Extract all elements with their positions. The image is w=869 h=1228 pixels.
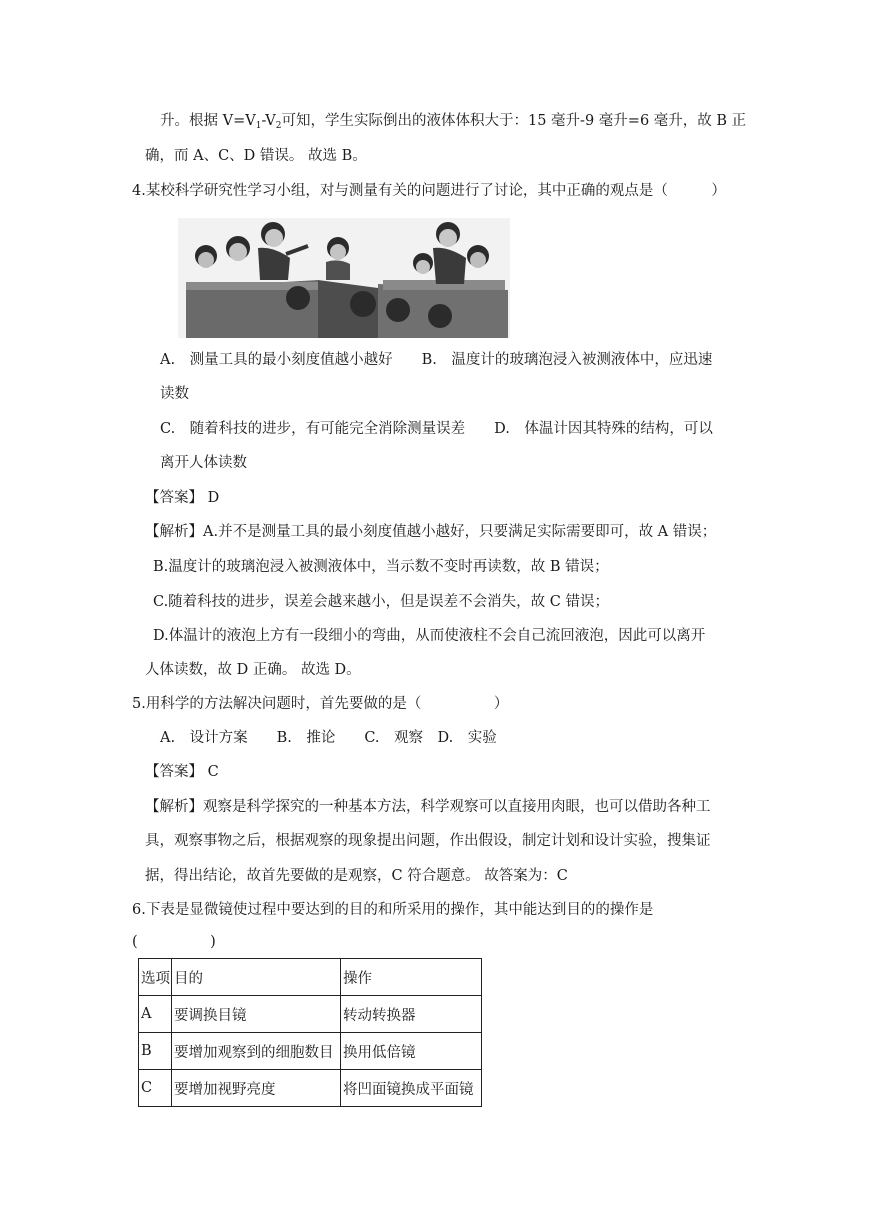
option-line: A. 设计方案 B. 推论 C. 观察 D. 实验 xyxy=(160,730,497,746)
answer-label: 【答案】 C xyxy=(145,764,219,780)
question-5: 5.用科学的方法解决问题时，首先要做的是（ ） xyxy=(132,696,509,712)
explanation-line: 人体读数，故 D 正确。 故选 D。 xyxy=(145,662,361,678)
table-row xyxy=(139,996,482,1033)
table-header: 目的 xyxy=(172,959,341,996)
table-cell: 要增加观察到的细胞数目 xyxy=(172,1033,341,1070)
text-line: 确，而 A、C、D 错误。 故选 B。 xyxy=(145,148,367,164)
explanation-line: 具，观察事物之后，根据观察的现象提出问题，作出假设，制定计划和设计实验，搜集证 xyxy=(145,833,711,849)
text-line: 升。根据 $V=V_1-V_2$可知，学生实际倒出的液体体积大于：15 毫升-9 毫升=6 毫升，故 B 正 xyxy=(160,113,747,131)
table-cell: 换用低倍镜 xyxy=(341,1033,482,1070)
table-cell: C xyxy=(139,1070,172,1107)
table-header: 选项 xyxy=(139,959,172,996)
table-row xyxy=(139,1033,482,1070)
table-cell: 转动转换器 xyxy=(341,996,482,1033)
table-cell: A xyxy=(139,996,172,1033)
explanation-line: 【解析】观察是科学探究的一种基本方法，科学观察可以直接用肉眼，也可以借助各种工 xyxy=(145,799,711,815)
question-4: 4.某校科学研究性学习小组，对与测量有关的问题进行了讨论，其中正确的观点是（ ） xyxy=(132,183,726,199)
table-header-row xyxy=(139,959,482,996)
option-line: 离开人体读数 xyxy=(160,455,247,471)
answer-label: 【答案】 D xyxy=(145,490,220,506)
table-row xyxy=(139,1070,482,1107)
explanation-line: 据，得出结论，故首先要做的是观察，C 符合题意。 故答案为：C xyxy=(145,868,568,884)
option-line: C. 随着科技的进步，有可能完全消除测量误差 D. 体温计因其特殊的结构，可以 xyxy=(160,421,713,437)
explanation-line: 【解析】A.并不是测量工具的最小刻度值越小越好，只要满足实际需要即可，故 A 错误； xyxy=(145,524,717,540)
table-cell: B xyxy=(139,1033,172,1070)
question-6: 6.下表是显微镜使过程中要达到的目的和所采用的操作，其中能达到目的的操作是 xyxy=(132,902,654,918)
option-line: A. 测量工具的最小刻度值越小越好 B. 温度计的玻璃泡浸入被测液体中，应迅速 xyxy=(160,352,713,368)
option-line: 读数 xyxy=(160,386,189,402)
explanation-line: D.体温计的液泡上方有一段细小的弯曲，从而使液柱不会自己流回液泡，因此可以离开 xyxy=(153,628,706,644)
table-header: 操作 xyxy=(341,959,482,996)
classroom-discussion-illustration xyxy=(178,218,510,338)
explanation-line: C.随着科技的进步，误差会越来越小，但是误差不会消失，故 C 错误； xyxy=(153,594,609,610)
explanation-line: B.温度计的玻璃泡浸入被测液体中，当示数不变时再读数，故 B 错误； xyxy=(153,559,609,575)
table-cell: 要增加视野亮度 xyxy=(172,1070,341,1107)
table-cell: 要调换目镜 xyxy=(172,996,341,1033)
table-cell: 将凹面镜换成平面镜 xyxy=(341,1070,482,1107)
question-6-blank: ( ) xyxy=(132,934,216,950)
options-table xyxy=(138,958,482,1107)
